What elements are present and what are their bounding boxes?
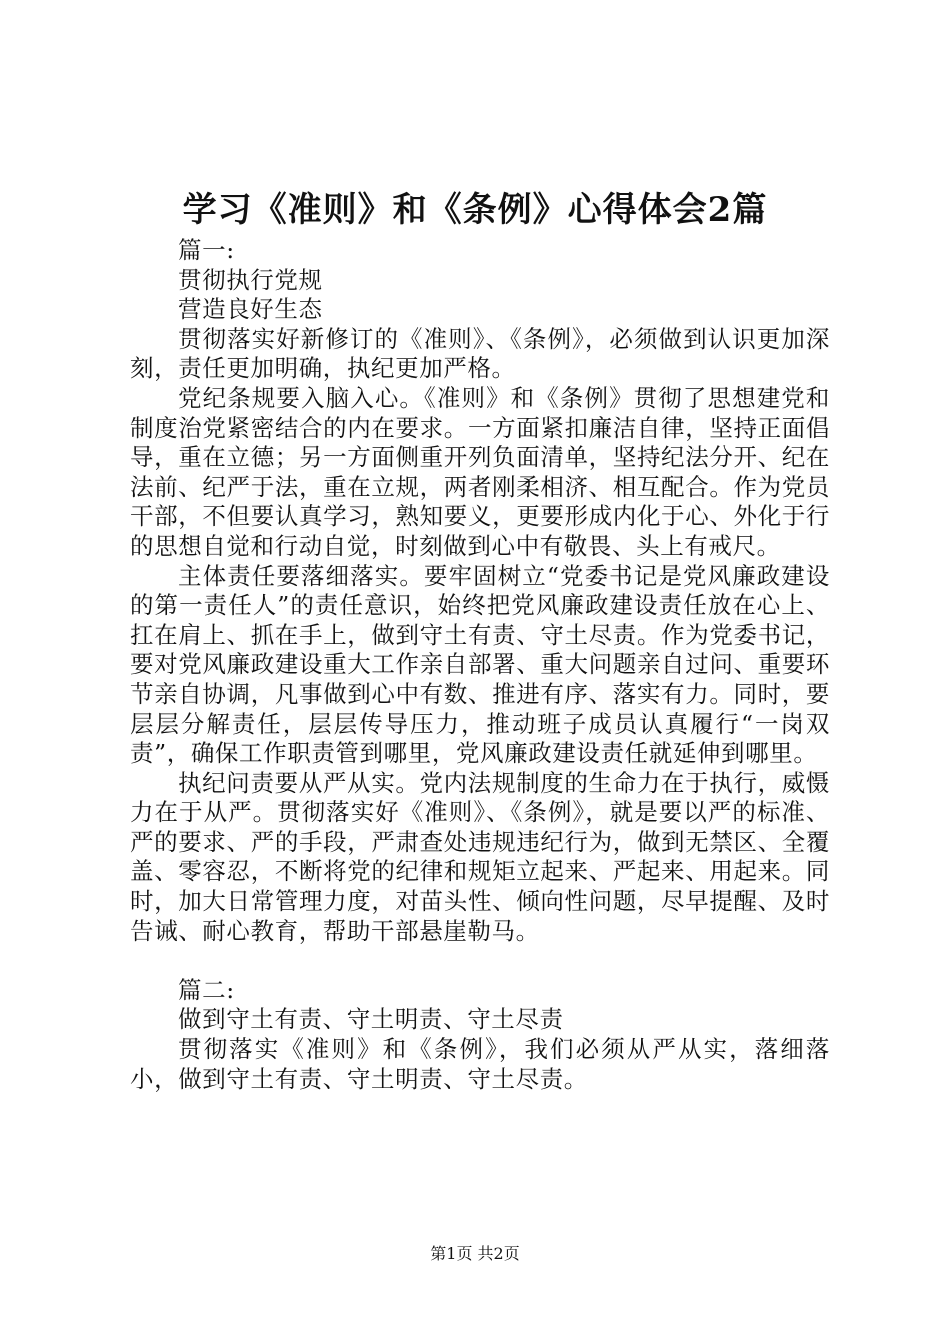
page-footer: 第1页 共2页 bbox=[430, 1244, 520, 1263]
part2-paragraph-intro: 贯彻落实《准则》和《条例》，我们必须从严从实，落细落小，做到守土有责、守土明责、守土尽责。 bbox=[130, 1035, 830, 1093]
document-body bbox=[130, 236, 830, 1094]
part1-paragraph-intro: 贯彻落实好新修订的《准则》、《条例》，必须做到认识更加深刻，责任更加明确，执纪更加严格。 bbox=[130, 324, 830, 383]
part2-heading: 做到守土有责、守土明责、守土尽责 bbox=[178, 1005, 564, 1034]
part1-heading-2: 营造良好生态 bbox=[178, 295, 323, 324]
part1-paragraph-learning: 党纪条规要入脑入心。《准则》和《条例》贯彻了思想建党和制度治党紧密结合的内在要求。一方面紧扣廉洁自律，坚持正面倡导，重在立德；另一方面侧重开列负面清单，坚持纪法分开、纪在法前、纪严于法，重在立规，两者刚柔相济、相互配合。作为党员干部，不但要认真学习，熟知要义，更要形成内化于心、外化于行的思想自觉和行动自觉，时刻做到心中有敬畏、头上有戒尺。 bbox=[130, 383, 830, 560]
part1-heading-1: 贯彻执行党规 bbox=[178, 265, 323, 294]
part2-label: 篇二: bbox=[178, 975, 235, 1004]
part1-label: 篇一: bbox=[178, 236, 235, 264]
section-spacer bbox=[130, 946, 830, 976]
part1-paragraph-responsibility: 主体责任要落细落实。要牢固树立“党委书记是党风廉政建设的第一责任人”的责任意识，始终把党风廉政建设责任放在心上、扛在肩上、抓在手上，做到守土有责、守土尽责。作为党委书记，要对党风廉政建设重大工作亲自部署、重大问题亲自过问、重要环节亲自协调，凡事做到心中有数、推进有序、落实有力。同时，要层层分解责任，层层传导压力，推动班子成员认真履行“一岗双责”，确保工作职责管到哪里，党风廉政建设责任就延伸到哪里。 bbox=[130, 561, 830, 768]
document-title: 学习《准则》和《条例》心得体会2篇 bbox=[182, 190, 768, 230]
part1-paragraph-discipline: 执纪问责要从严从实。党内法规制度的生命力在于执行，威慑力在于从严。贯彻落实好《准则》、《条例》，就是要以严的标准、严的要求、严的手段，严肃查处违规违纪行为，做到无禁区、全覆盖、零容忍，不断将党的纪律和规矩立起来、严起来、用起来。同时，加大日常管理力度，对苗头性、倾向性问题，尽早提醒、及时告诫、耐心教育，帮助干部悬崖勒马。 bbox=[130, 768, 830, 945]
